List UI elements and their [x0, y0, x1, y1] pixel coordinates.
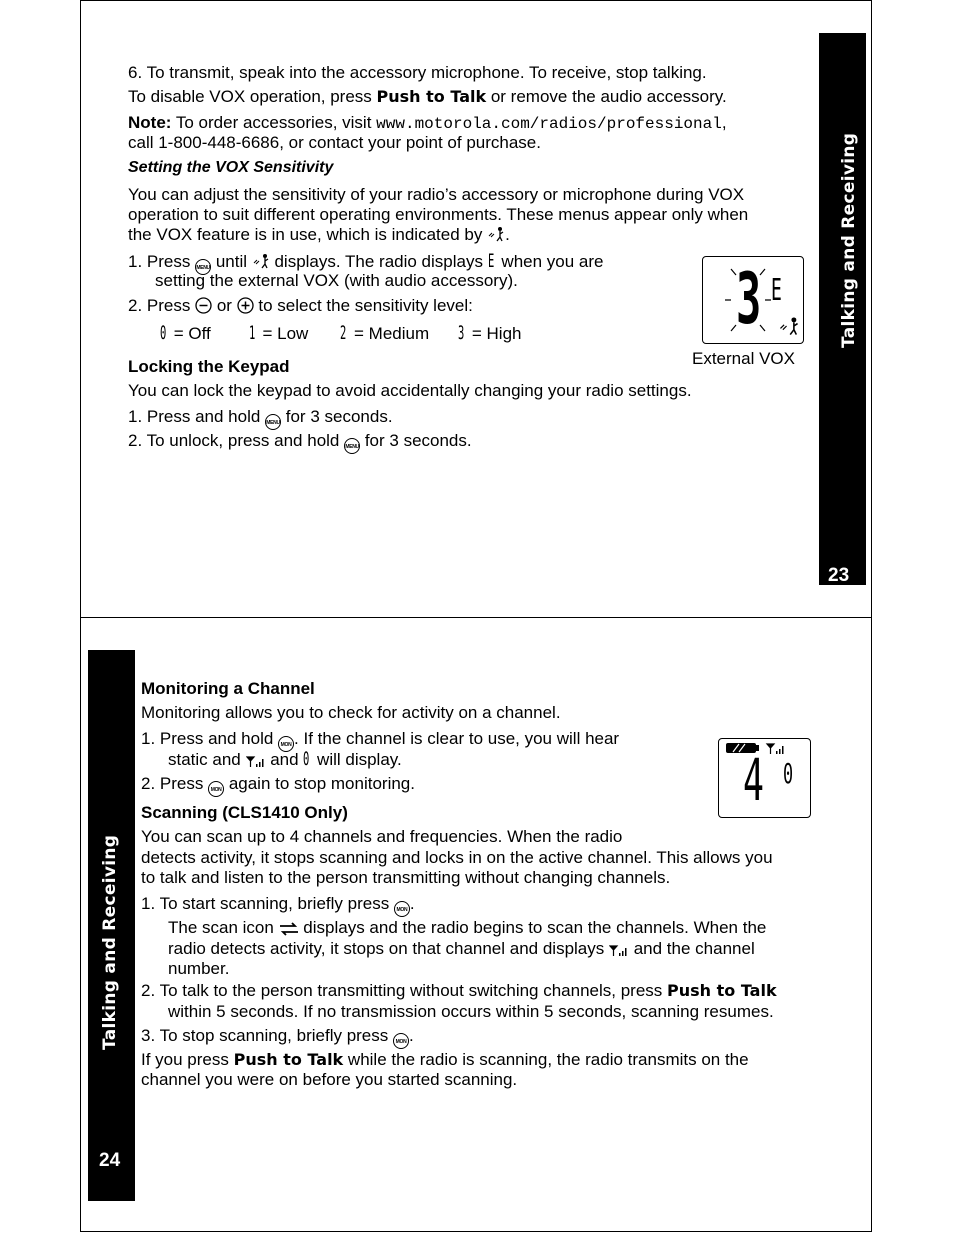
mon-button-icon: MON	[278, 736, 294, 752]
level-high: 3 = High	[458, 322, 522, 344]
lock-step-1: 1. Press and hold MENU for 3 seconds.	[128, 407, 393, 430]
vox-heading: Setting the VOX Sensitivity	[128, 159, 334, 176]
external-vox-lcd	[702, 256, 804, 344]
vox-icon	[487, 225, 505, 243]
monitor-step-1: 1. Press and hold MON . If the channel is clear to use, you will hear	[141, 729, 619, 752]
lock-para: You can lock the keypad to avoid accidentally changing your radio settings.	[128, 381, 692, 400]
vox-para-1: You can adjust the sensitivity of your radio’s accessory or microphone during VOX	[128, 185, 745, 204]
side-tab-page-24	[88, 650, 135, 1201]
minus-button-icon	[195, 297, 212, 314]
level-off: 0 = Off	[160, 322, 211, 344]
step-6: 6. To transmit, speak into the accessory microphone. To receive, stop talking.	[128, 63, 707, 82]
scan-step-1-line-3: radio detects activity, it stops on that channel and displays and the channel	[168, 939, 755, 958]
vox-icon	[778, 315, 800, 337]
push-to-talk-label: Push to Talk	[376, 87, 487, 106]
monitor-step-1-line-2: static and and 0 will display.	[168, 748, 402, 770]
final-para-2: channel you were on before you started scanning.	[141, 1070, 518, 1089]
scan-step-2: 2. To talk to the person transmitting without switching channels, press Push to Talk	[141, 981, 777, 1000]
side-tab-page-23	[819, 33, 866, 585]
plus-button-icon	[237, 297, 254, 314]
scan-step-1-line-4: number.	[168, 959, 230, 978]
signal-strength-icon	[246, 754, 266, 768]
menu-button-icon: MENU	[195, 259, 211, 275]
scan-para-3: to talk and listen to the person transmitting without changing channels.	[141, 868, 671, 887]
note-label: Note:	[128, 113, 172, 132]
vox-step-1-line-2: setting the external VOX (with audio accessory).	[155, 271, 518, 290]
push-to-talk-label: Push to Talk	[233, 1050, 344, 1069]
scan-step-3: 3. To stop scanning, briefly press MON .	[141, 1026, 414, 1049]
page-divider	[80, 617, 872, 618]
lcd-small-digit: 0	[783, 757, 794, 790]
lock-heading: Locking the Keypad	[128, 357, 290, 376]
push-to-talk-label: Push to Talk	[667, 981, 777, 1000]
vox-para-3: the VOX feature is in use, which is indicated by .	[128, 225, 510, 244]
lock-step-2: 2. To unlock, press and hold MENU for 3 seconds.	[128, 431, 472, 454]
vox-icon	[252, 252, 270, 270]
scan-para-2: detects activity, it stops scanning and locks in on the active channel. This allows you	[141, 848, 773, 867]
monitor-heading: Monitoring a Channel	[141, 679, 315, 698]
lcd-digit-3: 3	[736, 258, 762, 340]
signal-strength-icon	[765, 741, 787, 755]
scan-step-1: 1. To start scanning, briefly press MON .	[141, 894, 415, 917]
monitor-lcd	[718, 738, 811, 818]
final-para-1: If you press Push to Talk while the radio is scanning, the radio transmits on the	[141, 1050, 749, 1069]
menu-button-icon: MENU	[344, 438, 360, 454]
mon-button-icon: MON	[394, 901, 410, 917]
lcd-caption: External VOX	[692, 349, 795, 368]
lcd-channel-digit: 4	[743, 746, 764, 814]
scan-step-2-line-2: within 5 seconds. If no transmission occurs within 5 seconds, scanning resumes.	[168, 1002, 774, 1021]
level-medium: 2 = Medium	[340, 322, 430, 344]
mon-button-icon: MON	[393, 1033, 409, 1049]
page-number: 24	[99, 1150, 121, 1171]
accessories-url: www.motorola.com/radios/professional	[376, 115, 722, 133]
disable-vox-text: To disable VOX operation, press Push to Talk or remove the audio accessory.	[128, 87, 727, 106]
vox-para-2: operation to suit different operating environments. These menus appear only when	[128, 205, 749, 224]
vox-step-1: 1. Press MENU until displays. The radio displays E when you are	[128, 251, 604, 275]
level-low: 1 = Low	[248, 322, 309, 344]
monitor-step-2: 2. Press MON again to stop monitoring.	[141, 774, 415, 797]
note-line-2: call 1-800-448-6686, or contact your point of purchase.	[128, 133, 541, 152]
signal-strength-icon	[609, 943, 629, 957]
sensitivity-levels	[160, 323, 522, 344]
scan-heading: Scanning (CLS1410 Only)	[141, 803, 348, 822]
vox-step-2: 2. Press or to select the sensitivity level:	[128, 296, 473, 315]
mon-button-icon: MON	[208, 781, 224, 797]
scan-para-1: You can scan up to 4 channels and frequencies. When the radio	[141, 827, 623, 846]
scan-icon	[279, 922, 299, 936]
monitor-para: Monitoring allows you to check for activity on a channel.	[141, 703, 561, 722]
side-tab-label: Talking and Receiving	[839, 132, 859, 348]
page-number: 23	[828, 565, 850, 586]
lcd-letter-e: E	[771, 273, 782, 308]
menu-button-icon: MENU	[265, 414, 281, 430]
note-line-1: Note: To order accessories, visit www.motorola.com/radios/professional,	[128, 113, 727, 133]
side-tab-label: Talking and Receiving	[100, 834, 120, 1050]
scan-step-1-line-2: The scan icon displays and the radio begins to scan the channels. When the	[168, 918, 767, 937]
